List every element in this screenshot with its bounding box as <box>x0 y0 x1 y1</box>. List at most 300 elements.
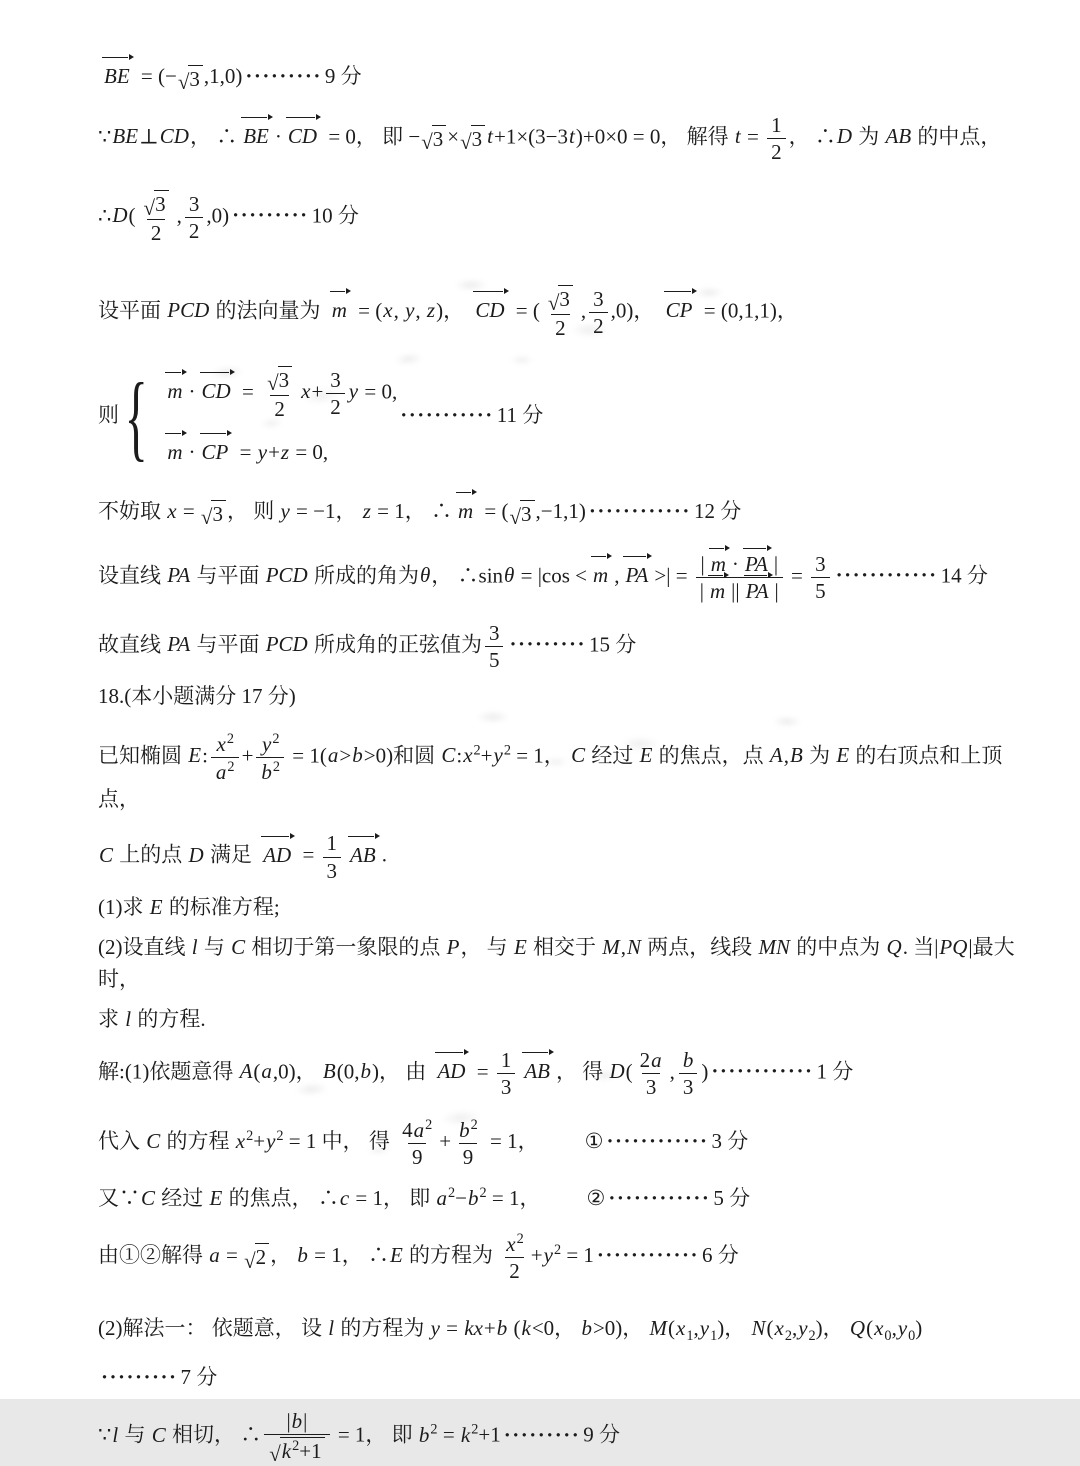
text-run: 2 <box>555 315 566 340</box>
radical <box>547 285 573 315</box>
text-run: , <box>693 1316 699 1341</box>
fraction-denominator <box>185 217 204 243</box>
dot-leader: ··········· <box>400 402 494 427</box>
text-run: ) <box>915 1316 923 1341</box>
text-run: 为 <box>803 743 836 768</box>
math-variable: b <box>291 1409 303 1434</box>
text-run: 3 分 <box>711 1129 749 1153</box>
fraction-numerator <box>811 552 830 577</box>
math-variable: N <box>751 1316 766 1341</box>
text-run: + <box>311 378 324 403</box>
text-run: + <box>253 1129 266 1153</box>
line-solve-ab <box>98 1231 1020 1283</box>
text-run: 经过 <box>586 743 639 768</box>
superscript: 2 <box>430 1421 438 1438</box>
line-be-vector <box>98 61 1020 93</box>
text-run: 的方程为 <box>403 1242 499 1267</box>
line-point-d-coords <box>98 190 1020 245</box>
fraction-denominator <box>696 577 783 603</box>
fraction-numerator <box>139 190 174 219</box>
radical <box>269 1437 324 1464</box>
math-variable: C <box>231 935 246 960</box>
line-problem-given <box>98 731 1020 816</box>
text-run: (2)设直线 <box>98 935 191 960</box>
fraction-numerator <box>589 287 608 312</box>
math-variable: x <box>167 499 177 524</box>
vector <box>521 1056 553 1088</box>
text-run: 的法向量为 <box>210 298 326 323</box>
line-perpendicular-solve-t <box>98 113 1020 164</box>
text-run: + <box>480 743 493 768</box>
math-variable: θ <box>504 563 515 588</box>
text-run: ∴ <box>98 203 112 228</box>
superscript: 2 <box>227 758 235 775</box>
math-variable: E <box>149 894 163 919</box>
math-variable: PA <box>744 551 768 576</box>
superscript: 2 <box>503 742 511 759</box>
math-variable: m <box>458 499 474 524</box>
superscript: 2 <box>272 730 280 747</box>
vector <box>199 437 232 469</box>
line-method1-setup <box>98 1313 1020 1348</box>
fraction-denominator <box>459 1143 478 1169</box>
math-variable: CD <box>159 123 189 148</box>
math-variable: b <box>682 1047 694 1072</box>
text-run: )， <box>436 298 470 323</box>
math-variable: x <box>774 1316 784 1341</box>
text-run: 11 分 <box>496 402 544 427</box>
radical <box>201 500 226 527</box>
text-run: ② <box>586 1186 606 1211</box>
text-run: ， ∴ <box>788 123 836 148</box>
dot-leader: ········· <box>503 1422 581 1447</box>
text-run: 的方程. <box>132 1007 206 1032</box>
text-run: = <box>236 378 260 403</box>
math-variable: Q <box>886 935 902 960</box>
vector <box>164 437 185 469</box>
math-variable: BE <box>104 64 130 88</box>
text-run: 7 分 <box>180 1364 218 1389</box>
fraction-denominator <box>264 1434 329 1464</box>
vector <box>743 579 772 603</box>
text-run: · <box>188 439 196 464</box>
math-variable: z <box>426 298 436 323</box>
text-run: | <box>303 1409 308 1434</box>
text-run: | <box>774 578 779 603</box>
text-run: = 1， 即 <box>332 1422 418 1447</box>
text-run: = 0, <box>290 439 329 464</box>
fraction-numerator <box>636 1048 667 1073</box>
math-variable: E <box>836 743 850 768</box>
text-run: )， <box>815 1316 849 1341</box>
fraction <box>767 113 786 164</box>
text-run: 由①②解得 <box>98 1242 209 1267</box>
math-variable: AB <box>524 1059 550 1084</box>
text-run: 15 分 <box>588 632 637 657</box>
math-variable: A <box>239 1059 253 1084</box>
text-run: (0, <box>336 1059 360 1084</box>
math-variable: CD <box>475 298 505 323</box>
text-run: 1 <box>771 112 782 137</box>
fraction <box>501 1231 527 1283</box>
math-variable: PCD <box>167 298 210 323</box>
math-variable: CP <box>201 439 229 464</box>
math-variable: a <box>261 1059 272 1084</box>
text-run: ( <box>668 1316 676 1341</box>
text-run: 与 <box>198 935 231 960</box>
text-run: 5 <box>488 648 500 673</box>
fraction <box>636 1048 667 1099</box>
text-run: ( <box>253 1059 261 1084</box>
math-variable: y <box>798 1316 808 1341</box>
text-run: , <box>791 1316 798 1341</box>
text-run: 3 <box>330 367 341 392</box>
vector <box>199 376 234 408</box>
superscript: 2 <box>479 1185 487 1202</box>
text-run: + <box>241 743 254 768</box>
text-run: 相切于第一象限的点 <box>246 935 446 960</box>
text-run: = 0， 即 − <box>323 123 421 148</box>
math-variable: y <box>257 439 268 464</box>
line-equation-system <box>98 362 1020 470</box>
radical <box>510 500 535 527</box>
math-variable: Q <box>849 1316 866 1341</box>
vector <box>260 840 294 872</box>
fraction-numerator <box>212 731 238 757</box>
math-variable: a <box>215 759 227 784</box>
text-run: 3 <box>521 501 532 526</box>
text-run: 6 分 <box>701 1242 739 1267</box>
math-variable: c <box>339 1186 350 1211</box>
math-variable: z <box>362 499 371 524</box>
radicand <box>255 1243 270 1270</box>
text-run: |最大时， <box>98 935 1015 991</box>
text-run: ,0)， <box>272 1059 322 1084</box>
text-run: | <box>773 551 779 576</box>
radicand <box>471 125 486 152</box>
text-run: ( <box>766 1316 774 1341</box>
text-run: )+0×0 = 0， 解得 <box>575 123 734 148</box>
text-run: − <box>455 1186 467 1211</box>
text-run: 3 <box>189 66 200 91</box>
text-run: . 当| <box>902 935 939 960</box>
fraction-denominator <box>485 646 504 672</box>
line-score-7 <box>98 1362 1020 1394</box>
system-row <box>161 437 397 469</box>
text-run: + <box>268 439 280 464</box>
fraction-numerator <box>323 831 342 856</box>
text-run: )， 由 <box>371 1059 432 1084</box>
text-run: = <box>440 1316 464 1341</box>
text-run: 14 分 <box>940 563 988 588</box>
text-run: ① <box>584 1129 604 1153</box>
text-run: = 1( <box>287 743 327 768</box>
text-run: = ( <box>510 298 540 323</box>
text-run: + <box>439 1129 452 1153</box>
text-run: 3 <box>500 1074 512 1099</box>
text-run: = 1， <box>484 1129 539 1153</box>
math-variable: b <box>360 1059 371 1084</box>
math-variable: E <box>639 743 653 768</box>
text-run: ， 则 <box>226 499 280 524</box>
math-variable: A <box>769 743 783 768</box>
text-run: · <box>731 551 739 576</box>
text-run: 3 <box>432 126 444 151</box>
math-variable: b <box>297 1242 308 1267</box>
math-variable: y <box>348 378 359 403</box>
line-point-d-condition <box>98 831 1020 882</box>
text-run: 3 <box>645 1074 657 1099</box>
math-variable: C <box>146 1129 161 1153</box>
math-variable: l <box>191 935 198 960</box>
fraction <box>497 1048 516 1099</box>
math-variable: θ <box>419 563 431 588</box>
system-brace: { <box>124 362 148 470</box>
line-tangent-condition <box>98 1409 1020 1464</box>
math-variable: x <box>216 731 226 756</box>
math-variable: PQ <box>939 935 968 960</box>
text-run: 2 <box>639 1047 651 1072</box>
dot-leader: ············ <box>606 1129 709 1153</box>
radicand <box>432 125 447 152</box>
text-run: = 1， 即 <box>350 1186 436 1211</box>
text-run: 相交于 <box>527 935 602 960</box>
superscript: 2 <box>425 1117 433 1134</box>
text-run: = <box>471 1059 494 1084</box>
math-variable: C <box>99 842 114 867</box>
text-run: 4 <box>402 1118 413 1143</box>
text-run: 为 <box>853 123 885 148</box>
text-run: >| = <box>654 563 693 588</box>
math-variable: t <box>569 123 575 148</box>
fraction <box>264 1409 329 1464</box>
text-run: ( <box>866 1316 874 1341</box>
system-row <box>161 366 397 421</box>
math-variable: y <box>280 499 290 524</box>
text-run: 又∵ <box>98 1186 140 1211</box>
line-part1 <box>98 892 1020 924</box>
line-conclusion-sine <box>98 621 1020 672</box>
text-run: 所成角的正弦值为 <box>308 632 482 657</box>
text-run: , <box>891 1316 897 1341</box>
text-run: 与 <box>119 1422 151 1447</box>
line-solution-part1 <box>98 1048 1020 1099</box>
fraction-denominator <box>497 1073 516 1099</box>
text-run: : <box>456 743 463 768</box>
math-variable: y <box>405 298 415 323</box>
math-variable: C <box>141 1186 156 1211</box>
text-run: >0)， <box>592 1316 649 1341</box>
text-run: 3 <box>212 501 223 526</box>
math-variable: E <box>188 743 202 768</box>
text-run: 上的点 <box>114 842 188 867</box>
dot-leader: ········· <box>509 632 586 657</box>
math-variable: kx <box>464 1316 483 1341</box>
math-variable: B <box>789 743 803 768</box>
math-variable: b <box>581 1316 592 1341</box>
text-run: 10 分 <box>311 203 359 228</box>
text-run: = 1， <box>486 1186 541 1211</box>
math-variable: E <box>513 935 527 960</box>
text-run: = −1， <box>290 499 362 524</box>
text-run: = 1， <box>510 743 571 768</box>
math-variable: m <box>710 551 726 576</box>
math-variable: y <box>699 1316 710 1341</box>
text-run: 设直线 <box>98 563 167 588</box>
text-run: 9 <box>462 1145 474 1170</box>
math-variable: l <box>328 1316 335 1341</box>
radical-sign: √ <box>177 69 190 94</box>
text-run: ( <box>625 1059 633 1084</box>
fraction-denominator <box>679 1073 698 1099</box>
math-variable: M <box>602 935 620 960</box>
dot-leader: ············ <box>596 1242 699 1267</box>
text-run: 5 <box>815 578 826 603</box>
text-run: = (− <box>135 64 177 88</box>
fraction-numerator <box>678 1048 699 1073</box>
text-run: = |cos < <box>515 563 588 588</box>
fraction <box>696 552 783 603</box>
vector <box>742 552 771 576</box>
text-run: 则 <box>98 402 119 427</box>
subscript: 2 <box>808 1328 816 1345</box>
vector <box>707 579 728 603</box>
text-run: = <box>234 439 257 464</box>
subscript: 0 <box>884 1328 892 1345</box>
math-variable: D <box>112 203 128 228</box>
text-run: 9 分 <box>583 1422 620 1447</box>
math-variable: AB <box>885 123 912 148</box>
text-run: 的焦点，点 <box>653 743 769 768</box>
math-variable: y <box>543 1242 553 1267</box>
fraction <box>326 368 345 419</box>
line-choose-xyz <box>98 496 1020 528</box>
math-variable: b <box>352 743 363 768</box>
text-run: 的焦点， ∴ <box>223 1186 339 1211</box>
math-variable: PCD <box>265 632 308 657</box>
radicand <box>278 366 293 393</box>
math-variable: a <box>413 1118 425 1143</box>
superscript: 2 <box>516 1230 524 1247</box>
text-run: = ( <box>479 499 509 524</box>
text-run: 3 <box>278 368 290 393</box>
text-run: 的中点， <box>912 123 1002 148</box>
text-run: ,0)， <box>610 298 660 323</box>
text-run: 已知椭圆 <box>98 743 188 768</box>
fraction-numerator <box>501 1231 527 1257</box>
text-run: = <box>220 1242 244 1267</box>
math-variable: m <box>710 578 726 603</box>
fraction-numerator <box>282 1409 311 1434</box>
radical-sign: √ <box>269 1442 281 1466</box>
text-run: = <box>177 499 200 524</box>
math-variable: b <box>459 1118 470 1143</box>
fraction-denominator <box>211 757 239 784</box>
superscript: 2 <box>292 1437 300 1454</box>
text-run: 18.(本小题满分 17 分) <box>98 684 296 709</box>
math-variable: AB <box>350 842 376 867</box>
text-run: 3 <box>488 620 500 645</box>
text-run: . <box>381 842 387 867</box>
fraction-denominator <box>589 312 608 338</box>
text-run: 的中点为 <box>791 935 886 960</box>
math-variable: MN <box>758 935 791 960</box>
text-run: 9 分 <box>324 64 362 88</box>
text-run: 求 <box>98 1007 125 1032</box>
dot-leader: ········· <box>245 64 322 88</box>
text-run: ) <box>701 1059 709 1084</box>
text-run: 不妨取 <box>98 499 167 524</box>
text-run: , <box>614 563 620 588</box>
text-run: 12 分 <box>693 499 742 524</box>
radical <box>244 1243 269 1273</box>
fraction <box>262 366 297 421</box>
text-run: 两点，线段 <box>642 935 758 960</box>
math-variable: D <box>188 842 204 867</box>
math-variable: t <box>487 123 493 148</box>
text-run: = 1， ∴ <box>371 499 452 524</box>
math-variable: m <box>593 563 609 588</box>
text-run: 3 <box>593 286 604 311</box>
math-variable: k <box>521 1316 531 1341</box>
text-run: ⊥ <box>139 123 159 148</box>
line-normal-vector-setup <box>98 285 1020 340</box>
math-variable: PA <box>745 578 769 603</box>
math-variable: m <box>167 439 183 464</box>
fraction-numerator <box>767 113 786 138</box>
text-run: 2 <box>509 1258 520 1283</box>
radical <box>421 125 446 152</box>
text-run: = <box>785 563 809 588</box>
radicand <box>188 65 203 92</box>
fraction <box>398 1117 436 1169</box>
text-run: , <box>580 298 587 323</box>
math-variable: x <box>676 1316 686 1341</box>
text-run: , <box>620 935 627 960</box>
text-run: ( <box>508 1316 521 1341</box>
text-run: | <box>286 1409 291 1434</box>
fraction <box>678 1048 699 1099</box>
text-run: , <box>176 203 182 228</box>
superscript: 2 <box>272 758 281 775</box>
text-run: 2 <box>255 1245 267 1270</box>
fraction <box>256 731 284 784</box>
text-run: ， <box>270 1242 297 1267</box>
math-variable: N <box>627 935 642 960</box>
text-run: 3 <box>559 287 570 312</box>
text-run: 1 分 <box>816 1059 854 1084</box>
text-run: 经过 <box>156 1186 209 1211</box>
math-variable: CP <box>665 298 693 323</box>
fraction-denominator <box>270 395 289 421</box>
radical-sign: √ <box>267 371 279 396</box>
text-run: <0， <box>531 1316 581 1341</box>
text-run: 2 <box>150 220 162 245</box>
text-run: 与平面 <box>191 563 265 588</box>
text-run: 5 分 <box>713 1186 751 1211</box>
fraction-numerator <box>454 1117 482 1143</box>
math-variable: C <box>571 743 586 768</box>
math-variable: x <box>301 378 311 403</box>
text-run: = <box>297 842 320 867</box>
math-variable: E <box>209 1186 223 1211</box>
fraction-denominator <box>811 577 830 603</box>
text-run: 3 <box>155 192 166 217</box>
text-run: ， 与 <box>460 935 513 960</box>
vector <box>164 376 185 408</box>
text-run: + <box>483 1316 496 1341</box>
math-variable: z <box>280 439 290 464</box>
